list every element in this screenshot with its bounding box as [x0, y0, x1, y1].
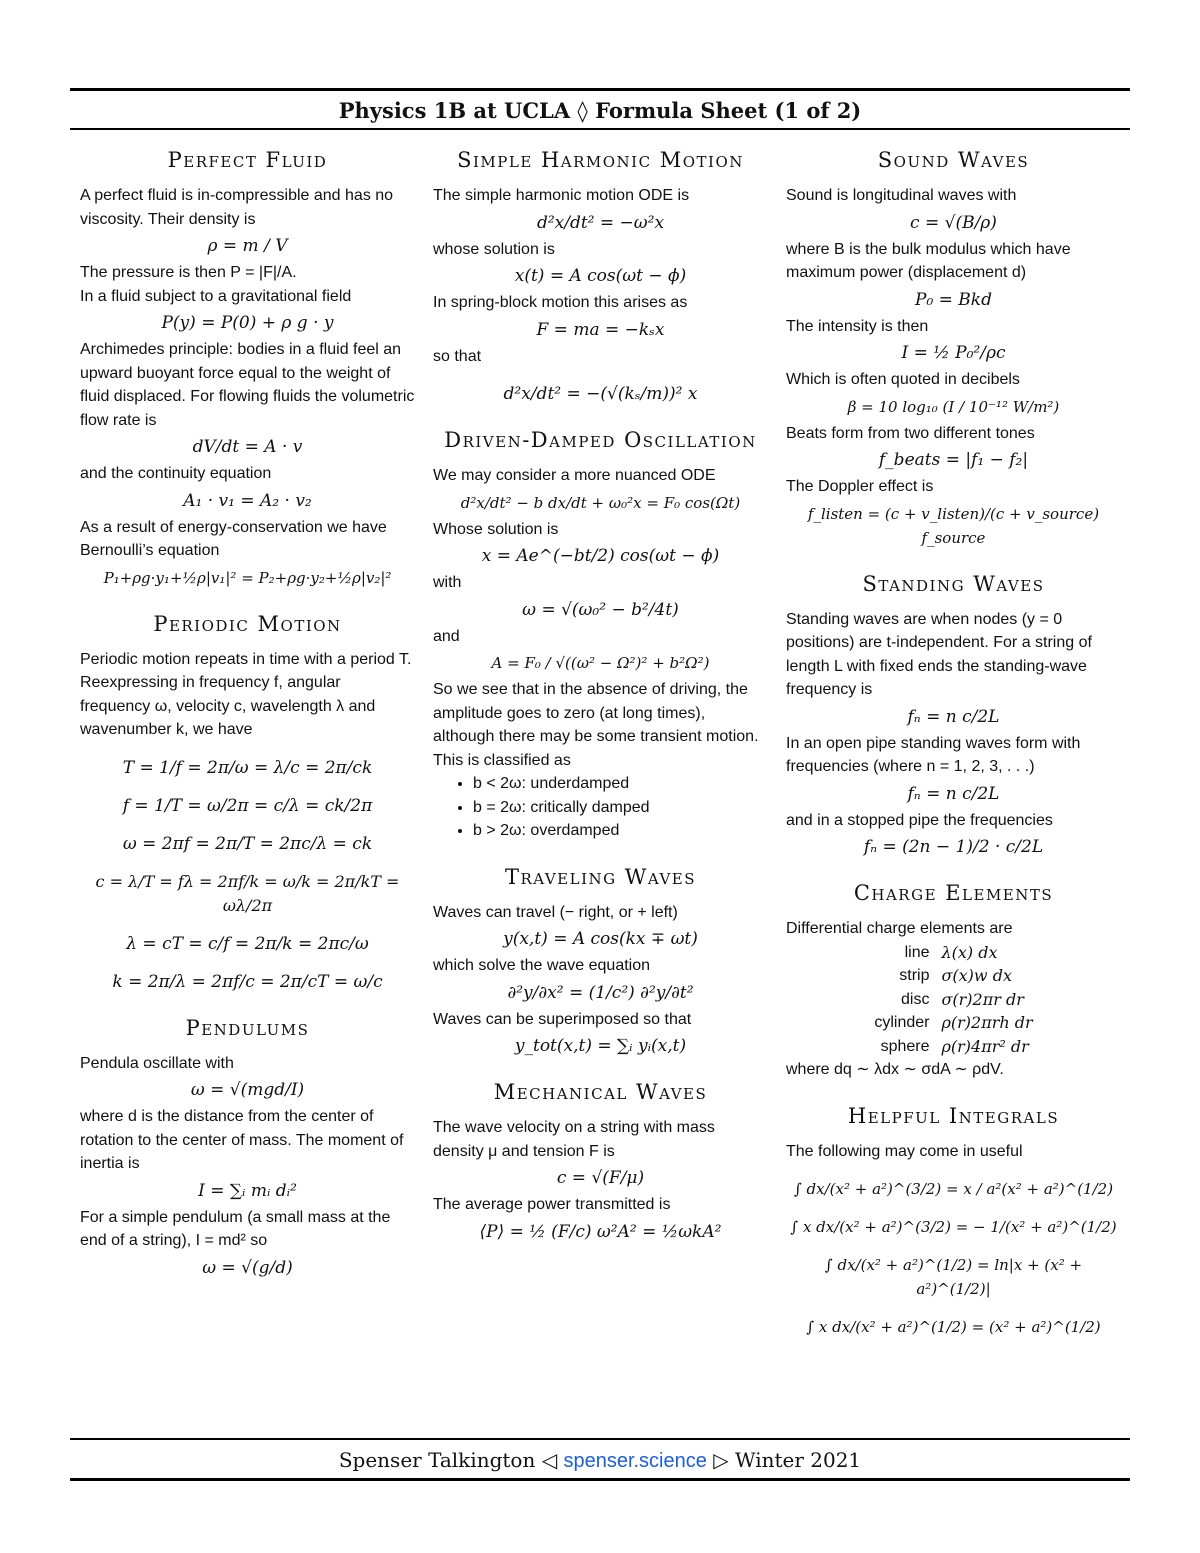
damping-list: [433, 772, 768, 843]
text: In a fluid subject to a gravitational field: [80, 287, 352, 305]
section-heading: Driven-Damped Oscillation: [444, 428, 757, 452]
section-heading: Sound Waves: [877, 148, 1030, 172]
equation: fₙ = n c/2L: [907, 783, 1000, 804]
section-heading: Helpful Integrals: [847, 1103, 1060, 1128]
section-heading: Standing Waves: [862, 571, 1045, 596]
equation: P₁+ρg·y₁+½ρ|v₁|² = P₂+ρg·y₂+½ρ|v₂|²: [103, 568, 392, 587]
title-rule: [70, 128, 1130, 130]
text: The average power transmitted is: [433, 1196, 671, 1213]
text: The intensity is then: [786, 317, 929, 335]
element-value: σ(r)2πr dr: [941, 989, 1024, 1009]
text: where dq ∼ λdx ∼ σdA ∼ ρdV.: [786, 1061, 1004, 1078]
list-item: • b < 2ω: underdamped: [473, 772, 768, 796]
text: In an open pipe standing waves form with frequencies (where n = 1, 2, 3, . . .): [786, 734, 1081, 775]
element-name: strip: [899, 967, 930, 984]
element-name: cylinder: [874, 1014, 930, 1031]
text: where d is the distance from the center of rotation to the center of mass. The moment of inertia is: [80, 1108, 404, 1172]
equation: ∫ dx/(x² + a²)^(3/2) = x / a²(x² + a²)^(1/2): [793, 1180, 1114, 1198]
right-triangle-icon: ▷: [713, 1448, 729, 1472]
text: We may consider a more nuanced ODE: [433, 467, 716, 484]
equation: d²x/dt² = −(√(kₛ/m))² x: [503, 384, 698, 404]
text: Whose solution is: [433, 520, 559, 538]
footer: [70, 1448, 1130, 1473]
equation: y(x,t) = A cos(kx ∓ ωt): [503, 929, 698, 949]
equation: β = 10 log₁₀ (I / 10⁻¹² W/m²): [847, 397, 1060, 416]
equation: d²x/dt² = −ω²x: [536, 212, 665, 233]
charge-table: [868, 941, 1038, 1059]
text: The wave velocity on a string with mass density μ and tension F is: [433, 1119, 715, 1160]
equation: λ = cT = c/f = 2π/k = 2πc/ω: [126, 933, 369, 954]
section-heading: Perfect Fluid: [167, 148, 328, 172]
text: Waves can travel (− right, or + left): [433, 903, 678, 921]
equation: fₙ = n c/2L: [907, 706, 1000, 727]
section-heading: Periodic Motion: [153, 611, 342, 636]
text: Periodic motion repeats in time with a period T. Reexpressing in frequency f, angular frequency ω, velocity c, wavelength λ and wavenumber k, we have: [80, 650, 412, 738]
text: Archimedes principle: bodies in a fluid feel an upward buoyant force equal to the weight of fluid displaced. For flowing fluids the volumetric flow rate is: [80, 341, 415, 429]
equation: x(t) = A cos(ωt − ϕ): [514, 266, 687, 286]
text: Sound is longitudinal waves with: [786, 187, 1017, 204]
text: so that: [433, 347, 482, 365]
equation: c = √(B/ρ): [910, 212, 997, 233]
page-title: Physics 1B at UCLA ◊ Formula Sheet (1 of 2): [338, 98, 862, 123]
equation: ω = √(g/d): [202, 1257, 293, 1278]
equation: P(y) = P(0) + ρ g · y: [161, 313, 334, 333]
text: The simple harmonic motion ODE is: [433, 187, 690, 204]
equation: ∂²y/∂x² = (1/c²) ∂²y/∂t²: [507, 982, 694, 1003]
section-heading: Mechanical Waves: [493, 1080, 708, 1104]
equation: k = 2π/λ = 2πf/c = 2π/cT = ω/c: [112, 971, 383, 992]
bottom-rule: [70, 1478, 1130, 1481]
equation: T = 1/f = 2π/ω = λ/c = 2π/ck: [122, 757, 373, 778]
section-heading: Charge Elements: [853, 881, 1054, 905]
equation: ∫ dx/(x² + a²)^(1/2) = ln|x + (x² + a²)^(1/2)|: [824, 1256, 1083, 1298]
equation: ∫ x dx/(x² + a²)^(3/2) = − 1/(x² + a²)^(1/2): [790, 1218, 1117, 1236]
text: Differential charge elements are: [786, 920, 1013, 937]
table-row: [868, 941, 1038, 965]
text: and in a stopped pipe the frequencies: [786, 811, 1053, 829]
text: The pressure is then P = |F|/A.: [80, 264, 297, 281]
equation: I = ∑ᵢ mᵢ dᵢ²: [198, 1180, 297, 1201]
equation: fₙ = (2n − 1)/2 · c/2L: [863, 837, 1044, 857]
element-value: σ(x)w dx: [941, 966, 1012, 985]
element-name: disc: [901, 990, 930, 1008]
element-value: ρ(r)2πrh dr: [941, 1013, 1033, 1032]
footer-top-rule: [70, 1438, 1130, 1440]
left-triangle-icon: ◁: [541, 1448, 558, 1472]
equation: A = F₀ / √((ω² − Ω²)² + b²Ω²): [491, 654, 710, 672]
equation: x = Ae^(−bt/2) cos(ωt − ϕ): [481, 546, 720, 566]
equation: I = ½ P₀²/ρc: [901, 343, 1006, 363]
text: Waves can be superimposed so that: [433, 1010, 692, 1028]
element-value: λ(x) dx: [941, 942, 998, 962]
text: A perfect fluid is in-compressible and has no viscosity. Their density is: [80, 187, 394, 228]
equation: dV/dt = A · v: [192, 437, 303, 457]
equation: c = √(F/μ): [556, 1168, 645, 1188]
equation: f_listen = (c + v_listen)/(c + v_source) f_source: [807, 504, 1100, 547]
equation: A₁ · v₁ = A₂ · v₂: [183, 490, 312, 511]
table-row: [868, 988, 1038, 1012]
equation: d²x/dt² − b dx/dt + ω₀²x = F₀ cos(Ωt): [460, 493, 741, 512]
equation: ω = 2πf = 2π/T = 2πc/λ = ck: [122, 833, 373, 854]
text: Standing waves are when nodes (y = 0 positions) are t-independent. For a string of length L with fixed ends the standing-wave frequency is: [786, 610, 1092, 698]
section-heading: Simple Harmonic Motion: [457, 148, 744, 172]
element-name: line: [904, 943, 930, 961]
equation: c = λ/T = fλ = 2πf/k = ω/k = 2π/kT = ωλ/2π: [95, 871, 400, 915]
text: As a result of energy-conservation we have Bernoulli’s equation: [80, 518, 387, 559]
column-1: [80, 142, 415, 1283]
table-row: [868, 1011, 1038, 1035]
equation: y_tot(x,t) = ∑ᵢ yᵢ(x,t): [514, 1036, 687, 1056]
text: In spring-block motion this arises as: [433, 294, 688, 311]
text: where B is the bulk modulus which have maximum power (displacement d): [786, 240, 1071, 281]
equation: ∫ x dx/(x² + a²)^(1/2) = (x² + a²)^(1/2): [806, 1318, 1101, 1336]
text: and the continuity equation: [80, 465, 272, 482]
term: Winter 2021: [734, 1448, 862, 1472]
section-heading: Traveling Waves: [504, 864, 697, 889]
website-link[interactable]: spenser.science: [563, 1450, 707, 1472]
equation: P₀ = Bkd: [915, 289, 992, 310]
column-2: [433, 142, 768, 1247]
table-row: [868, 1035, 1038, 1059]
equation: ρ = m / V: [207, 236, 288, 256]
equation: f = 1/T = ω/2π = c/λ = ck/2π: [122, 795, 373, 816]
column-3: [786, 142, 1121, 1342]
text: with: [433, 574, 462, 591]
list-item: • b > 2ω: overdamped: [473, 819, 768, 843]
equation: F = ma = −kₛx: [536, 319, 665, 340]
text: The Doppler effect is: [786, 478, 934, 495]
element-name: sphere: [880, 1037, 930, 1055]
text: which solve the wave equation: [433, 957, 651, 974]
equation: ω = √(mgd/I): [190, 1080, 305, 1100]
text: Which is often quoted in decibels: [786, 371, 1020, 388]
element-value: ρ(r)4πr² dr: [941, 1036, 1029, 1056]
equation: ω = √(ω₀² − b²/4t): [522, 599, 679, 620]
list-item: • b = 2ω: critically damped: [473, 796, 768, 820]
text: whose solution is: [433, 240, 555, 258]
text: For a simple pendulum (a small mass at the end of a string), I = md² so: [80, 1208, 391, 1249]
table-row: [868, 964, 1038, 988]
equation: f_beats = |f₁ − f₂|: [878, 450, 1029, 470]
top-rule: [70, 88, 1130, 91]
equation: ⟨P⟩ = ½ (F/c) ω²A² = ½ωkA²: [479, 1221, 722, 1242]
text: and: [433, 627, 460, 645]
text: Pendula oscillate with: [80, 1054, 234, 1072]
section-heading: Pendulums: [185, 1015, 310, 1040]
text: The following may come in useful: [786, 1142, 1023, 1160]
author: Spenser Talkington: [338, 1448, 536, 1472]
text: So we see that in the absence of driving, the amplitude goes to zero (at long times), although there may be some transient motion. This is classified as: [433, 681, 759, 769]
text: Beats form from two different tones: [786, 424, 1035, 442]
